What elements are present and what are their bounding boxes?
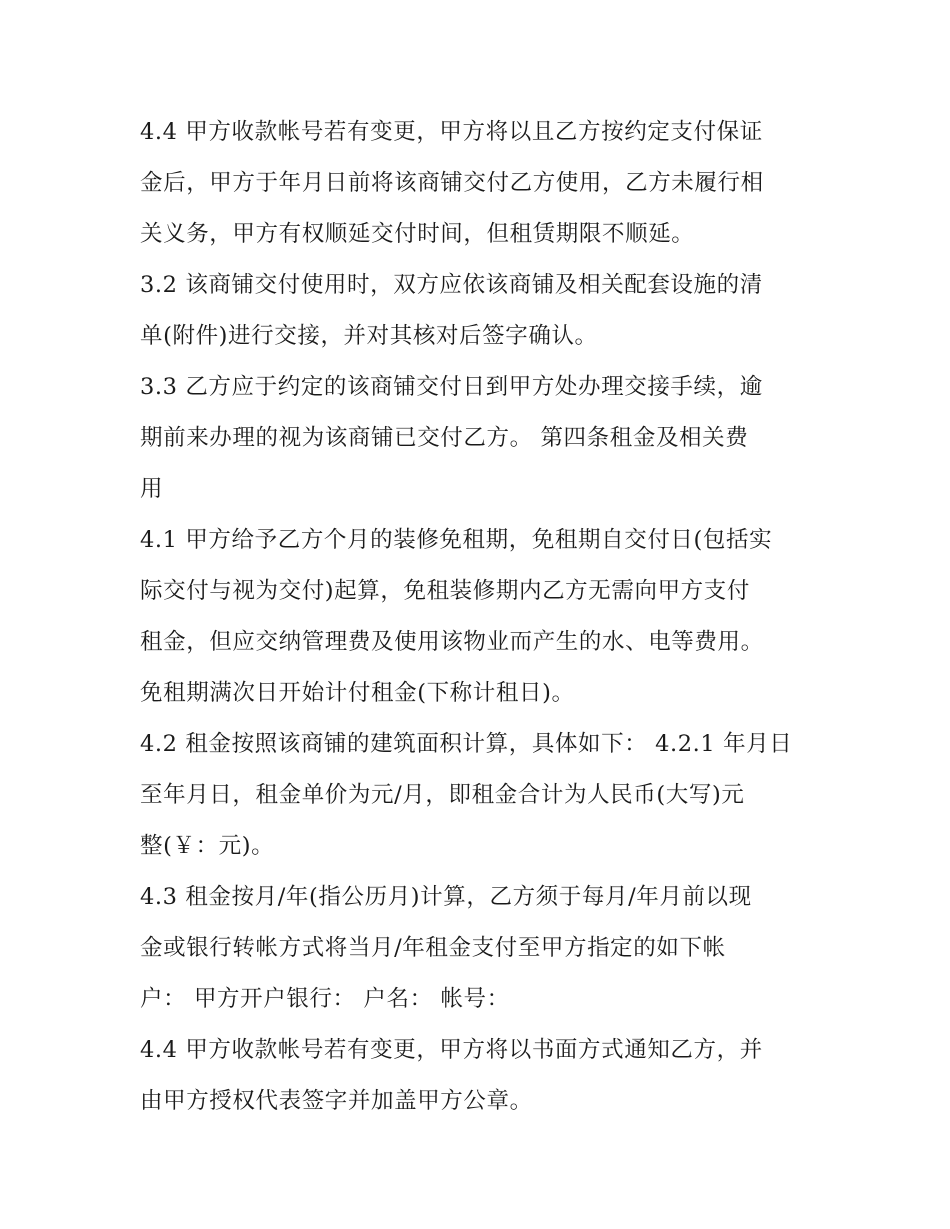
text-line: 4.4 甲方收款帐号若有变更，甲方将以书面方式通知乙方，并 bbox=[140, 1037, 763, 1063]
text-line: 际交付与视为交付)起算，免租装修期内乙方无需向甲方支付 bbox=[140, 578, 750, 604]
text-line: 用 bbox=[140, 476, 164, 502]
text-line: 关义务，甲方有权顺延交付时间，但租赁期限不顺延。 bbox=[140, 221, 695, 247]
text-line: 免租期满次日开始计付租金(下称计租日)。 bbox=[140, 680, 575, 706]
text-line: 4.1 甲方给予乙方个月的装修免租期，免租期自交付日(包括实 bbox=[140, 527, 773, 553]
text-line: 3.3 乙方应于约定的该商铺交付日到甲方处办理交接手续，逾 bbox=[140, 374, 763, 400]
document-body bbox=[140, 107, 810, 1127]
text-line: 户： 甲方开户银行： 户名： 帐号： bbox=[140, 986, 510, 1012]
text-line: 4.3 租金按月/年(指公历月)计算，乙方须于每月/年月前以现 bbox=[140, 884, 752, 910]
text-line: 期前来办理的视为该商铺已交付乙方。 第四条租金及相关费 bbox=[140, 425, 749, 451]
text-line: 4.2 租金按照该商铺的建筑面积计算，具体如下： 4.2.1 年月日 bbox=[140, 731, 793, 757]
text-line: 单(附件)进行交接，并对其核对后签字确认。 bbox=[140, 323, 598, 349]
text-line: 租金，但应交纳管理费及使用该物业而产生的水、电等费用。 bbox=[140, 629, 764, 655]
text-line: 至年月日，租金单价为元/月，即租金合计为人民币(大写)元 bbox=[140, 782, 745, 808]
text-line: 由甲方授权代表签字并加盖甲方公章。 bbox=[140, 1088, 533, 1114]
text-line: 金或银行转帐方式将当月/年租金支付至甲方指定的如下帐 bbox=[140, 935, 726, 961]
text-line: 4.4 甲方收款帐号若有变更，甲方将以且乙方按约定支付保证 bbox=[140, 119, 763, 145]
text-line: 整(￥：元)。 bbox=[140, 833, 275, 859]
text-line: 3.2 该商铺交付使用时，双方应依该商铺及相关配套设施的清 bbox=[140, 272, 763, 298]
text-line: 金后，甲方于年月日前将该商铺交付乙方使用，乙方未履行相 bbox=[140, 170, 764, 196]
